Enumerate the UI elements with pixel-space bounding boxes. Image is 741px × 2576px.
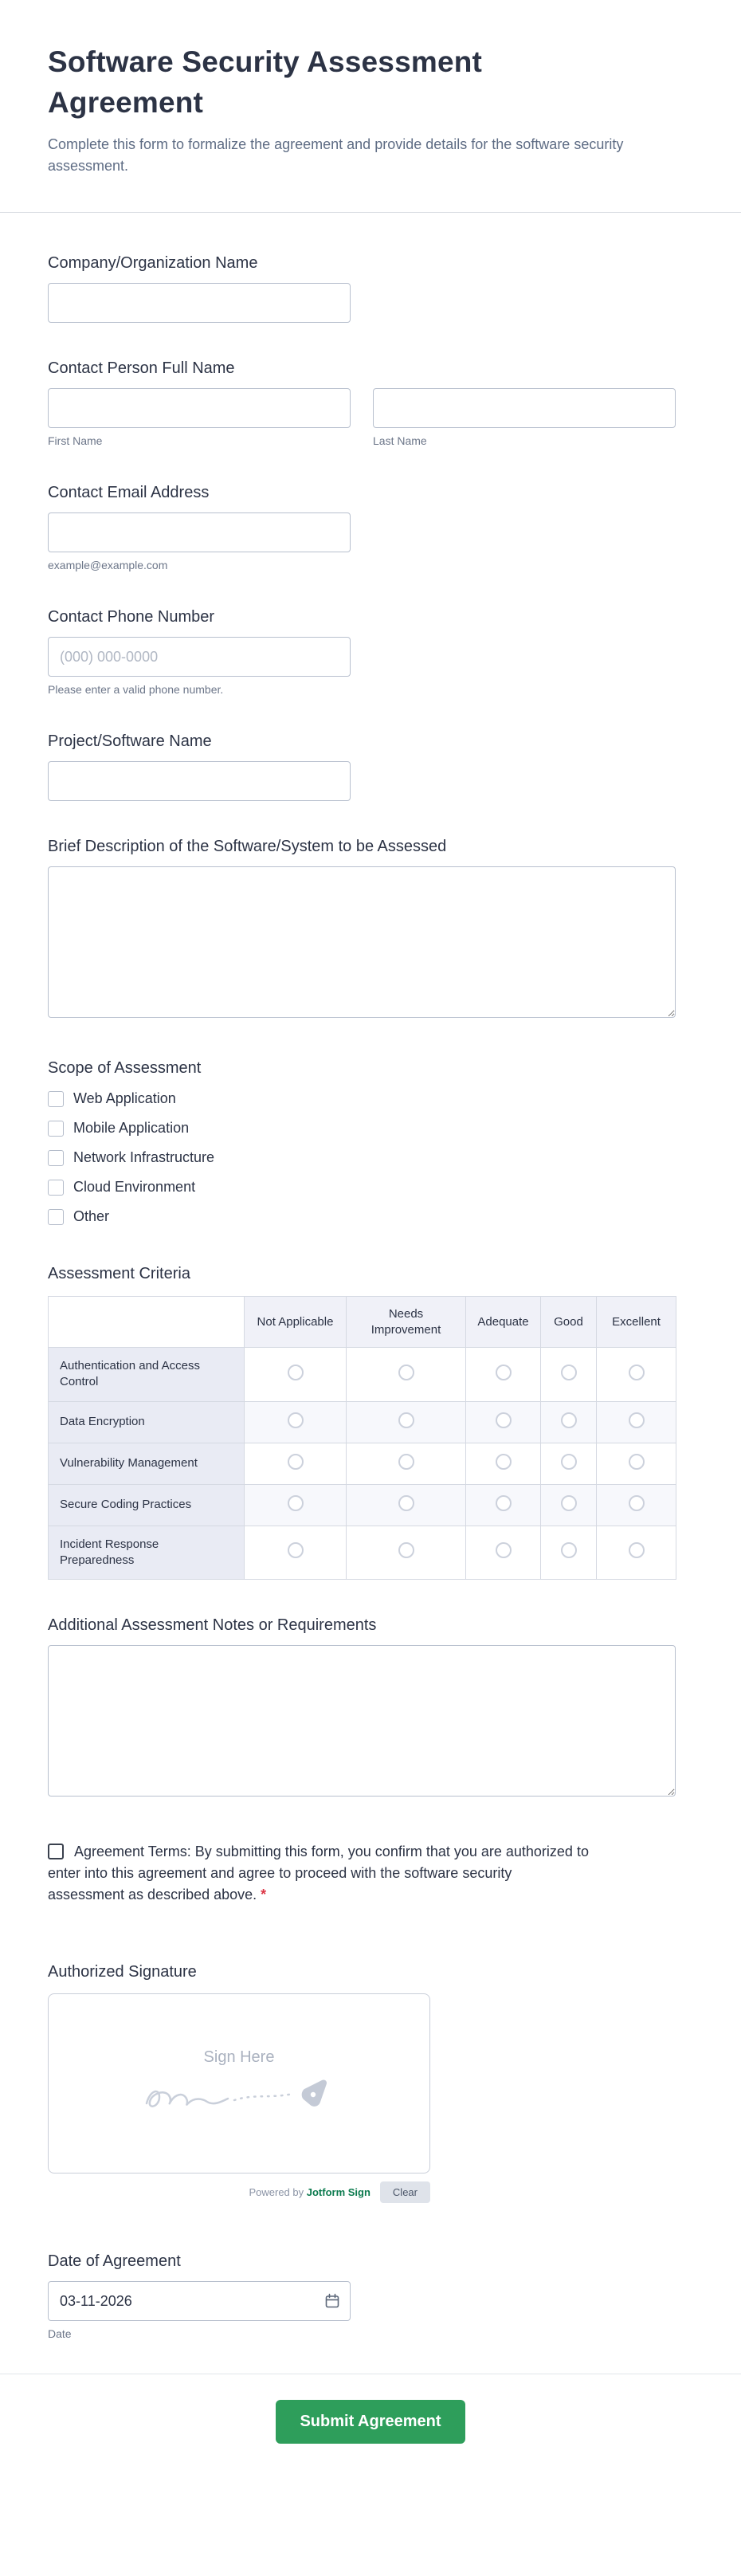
matrix-row-incident-response xyxy=(49,1526,676,1580)
submit-bar xyxy=(0,2374,741,2549)
matrix-cell[interactable] xyxy=(597,1401,676,1443)
radio-icon[interactable] xyxy=(288,1454,304,1470)
matrix-row-label: Vulnerability Management xyxy=(49,1443,245,1484)
field-project xyxy=(48,732,693,801)
scope-option-network-infrastructure[interactable] xyxy=(48,1149,693,1166)
radio-icon[interactable] xyxy=(629,1495,645,1511)
field-date xyxy=(48,2252,693,2340)
date-input[interactable] xyxy=(48,2281,351,2321)
radio-icon[interactable] xyxy=(288,1495,304,1511)
signature-label: Authorized Signature xyxy=(48,1963,197,1981)
checkbox-icon[interactable] xyxy=(48,1209,64,1225)
matrix-column-header: Excellent xyxy=(597,1297,676,1348)
first-name-sublabel: First Name xyxy=(48,434,103,448)
radio-icon[interactable] xyxy=(496,1454,512,1470)
matrix-cell[interactable] xyxy=(597,1526,676,1580)
matrix-cell[interactable] xyxy=(466,1443,541,1484)
matrix-row-label: Secure Coding Practices xyxy=(49,1484,245,1526)
matrix-column-header: Needs Improvement xyxy=(347,1297,466,1348)
matrix-row-authentication xyxy=(49,1348,676,1402)
signature-footer xyxy=(48,2181,430,2203)
radio-icon[interactable] xyxy=(561,1454,577,1470)
pen-nib-icon xyxy=(302,2079,327,2106)
signature-pad[interactable] xyxy=(48,1993,430,2174)
radio-icon[interactable] xyxy=(561,1412,577,1428)
scope-option-other[interactable] xyxy=(48,1208,693,1225)
matrix-column-header: Not Applicable xyxy=(245,1297,347,1348)
matrix-cell[interactable] xyxy=(466,1526,541,1580)
criteria-matrix xyxy=(48,1296,676,1580)
company-label: Company/Organization Name xyxy=(48,254,258,273)
last-name-input[interactable] xyxy=(373,388,676,428)
description-textarea[interactable] xyxy=(48,866,676,1018)
project-input[interactable] xyxy=(48,761,351,801)
scope-option-label: Other xyxy=(73,1208,110,1225)
notes-textarea[interactable] xyxy=(48,1645,676,1797)
company-input[interactable] xyxy=(48,283,351,323)
radio-icon[interactable] xyxy=(561,1542,577,1558)
matrix-cell[interactable] xyxy=(347,1348,466,1402)
scope-option-label: Mobile Application xyxy=(73,1120,190,1137)
matrix-cell[interactable] xyxy=(466,1401,541,1443)
matrix-header-row xyxy=(49,1297,676,1348)
scope-option-web-application[interactable] xyxy=(48,1090,693,1107)
phone-label: Contact Phone Number xyxy=(48,608,215,626)
scope-option-label: Web Application xyxy=(73,1090,176,1107)
radio-icon[interactable] xyxy=(496,1412,512,1428)
field-email xyxy=(48,484,693,571)
signature-placeholder-text: Sign Here xyxy=(203,2048,275,2066)
checkbox-icon[interactable] xyxy=(48,1150,64,1166)
form-title: Software Security Assessment Agreement xyxy=(48,45,483,120)
contact-name-label: Contact Person Full Name xyxy=(48,359,235,378)
matrix-row-label: Incident Response Preparedness xyxy=(49,1526,245,1580)
radio-icon[interactable] xyxy=(496,1542,512,1558)
radio-icon[interactable] xyxy=(398,1542,414,1558)
field-description xyxy=(48,838,693,1018)
matrix-cell[interactable] xyxy=(597,1484,676,1526)
matrix-cell[interactable] xyxy=(245,1526,347,1580)
matrix-corner-cell xyxy=(49,1297,245,1348)
matrix-cell[interactable] xyxy=(541,1526,597,1580)
email-sublabel: example@example.com xyxy=(48,559,168,572)
field-criteria xyxy=(48,1265,693,1580)
matrix-cell[interactable] xyxy=(245,1401,347,1443)
radio-icon[interactable] xyxy=(561,1365,577,1380)
matrix-cell[interactable] xyxy=(347,1526,466,1580)
phone-sublabel: Please enter a valid phone number. xyxy=(48,683,224,697)
email-label: Contact Email Address xyxy=(48,484,210,502)
matrix-row-data-encryption xyxy=(49,1401,676,1443)
description-label: Brief Description of the Software/System to be Assessed xyxy=(48,838,447,856)
radio-icon[interactable] xyxy=(398,1365,414,1380)
radio-icon[interactable] xyxy=(288,1412,304,1428)
agreement-terms-text xyxy=(48,1841,590,1906)
radio-icon[interactable] xyxy=(496,1365,512,1380)
matrix-row-label: Authentication and Access Control xyxy=(49,1348,245,1402)
matrix-cell[interactable] xyxy=(541,1484,597,1526)
matrix-cell[interactable] xyxy=(245,1443,347,1484)
phone-input[interactable] xyxy=(48,637,351,677)
field-signature xyxy=(48,1963,693,2203)
signature-clear-button[interactable]: Clear xyxy=(380,2181,430,2203)
form-body xyxy=(0,213,741,2340)
matrix-cell[interactable] xyxy=(466,1348,541,1402)
checkbox-icon[interactable] xyxy=(48,1091,64,1107)
radio-icon[interactable] xyxy=(629,1454,645,1470)
date-sublabel: Date xyxy=(48,2327,72,2341)
matrix-cell[interactable] xyxy=(245,1484,347,1526)
calendar-icon[interactable] xyxy=(323,2292,341,2310)
date-label: Date of Agreement xyxy=(48,2252,181,2271)
matrix-row-secure-coding xyxy=(49,1484,676,1526)
last-name-sublabel: Last Name xyxy=(373,434,427,448)
radio-icon[interactable] xyxy=(629,1542,645,1558)
radio-icon[interactable] xyxy=(288,1365,304,1380)
form-header xyxy=(0,0,741,213)
matrix-cell[interactable] xyxy=(597,1348,676,1402)
radio-icon[interactable] xyxy=(629,1412,645,1428)
radio-icon[interactable] xyxy=(561,1495,577,1511)
matrix-cell[interactable] xyxy=(597,1443,676,1484)
matrix-column-header: Adequate xyxy=(466,1297,541,1348)
date-input-wrap xyxy=(48,2281,351,2321)
matrix-row-vulnerability-management xyxy=(49,1443,676,1484)
matrix-cell[interactable] xyxy=(541,1443,597,1484)
field-contact-name xyxy=(48,359,693,447)
scope-label: Scope of Assessment xyxy=(48,1059,202,1078)
matrix-cell[interactable] xyxy=(541,1401,597,1443)
field-phone xyxy=(48,608,693,696)
matrix-cell[interactable] xyxy=(347,1484,466,1526)
checkbox-icon[interactable] xyxy=(48,1121,64,1137)
radio-icon[interactable] xyxy=(288,1542,304,1558)
jotform-sign-brand: Jotform Sign xyxy=(306,2186,370,2199)
radio-icon[interactable] xyxy=(629,1365,645,1380)
submit-button[interactable]: Submit Agreement xyxy=(276,2400,465,2444)
matrix-row-label: Data Encryption xyxy=(49,1401,245,1443)
notes-label: Additional Assessment Notes or Requirements xyxy=(48,1616,377,1635)
matrix-cell[interactable] xyxy=(347,1443,466,1484)
form-subtitle: Complete this form to formalize the agreement and provide details for the software security assessment. xyxy=(48,136,624,175)
agreement-checkbox[interactable] xyxy=(48,1844,64,1859)
checkbox-icon[interactable] xyxy=(48,1180,64,1196)
scope-option-label: Cloud Environment xyxy=(73,1179,196,1196)
field-company xyxy=(48,254,693,323)
first-name-input[interactable] xyxy=(48,388,351,428)
matrix-column-header: Good xyxy=(541,1297,597,1348)
matrix-cell[interactable] xyxy=(347,1401,466,1443)
signature-squiggle-icon xyxy=(135,2068,343,2119)
powered-by-text: Powered by Jotform Sign xyxy=(249,2186,370,2199)
radio-icon[interactable] xyxy=(496,1495,512,1511)
required-asterisk: * xyxy=(261,1887,267,1903)
matrix-cell[interactable] xyxy=(245,1348,347,1402)
radio-icon[interactable] xyxy=(398,1495,414,1511)
matrix-cell[interactable] xyxy=(541,1348,597,1402)
radio-icon[interactable] xyxy=(398,1412,414,1428)
field-agreement-terms xyxy=(48,1841,693,1906)
agreement-label: Agreement Terms: By submitting this form, you confirm that you are authorized to enter into this agreement and agree to proceed with the software security assessment as described above. xyxy=(48,1844,589,1903)
scope-option-label: Network Infrastructure xyxy=(73,1149,215,1166)
project-label: Project/Software Name xyxy=(48,732,212,751)
radio-icon[interactable] xyxy=(398,1454,414,1470)
criteria-label: Assessment Criteria xyxy=(48,1265,190,1283)
email-input[interactable] xyxy=(48,512,351,552)
matrix-cell[interactable] xyxy=(466,1484,541,1526)
scope-option-mobile-application[interactable] xyxy=(48,1120,693,1137)
field-scope xyxy=(48,1059,693,1225)
field-notes xyxy=(48,1616,693,1797)
scope-option-cloud-environment[interactable] xyxy=(48,1179,693,1196)
